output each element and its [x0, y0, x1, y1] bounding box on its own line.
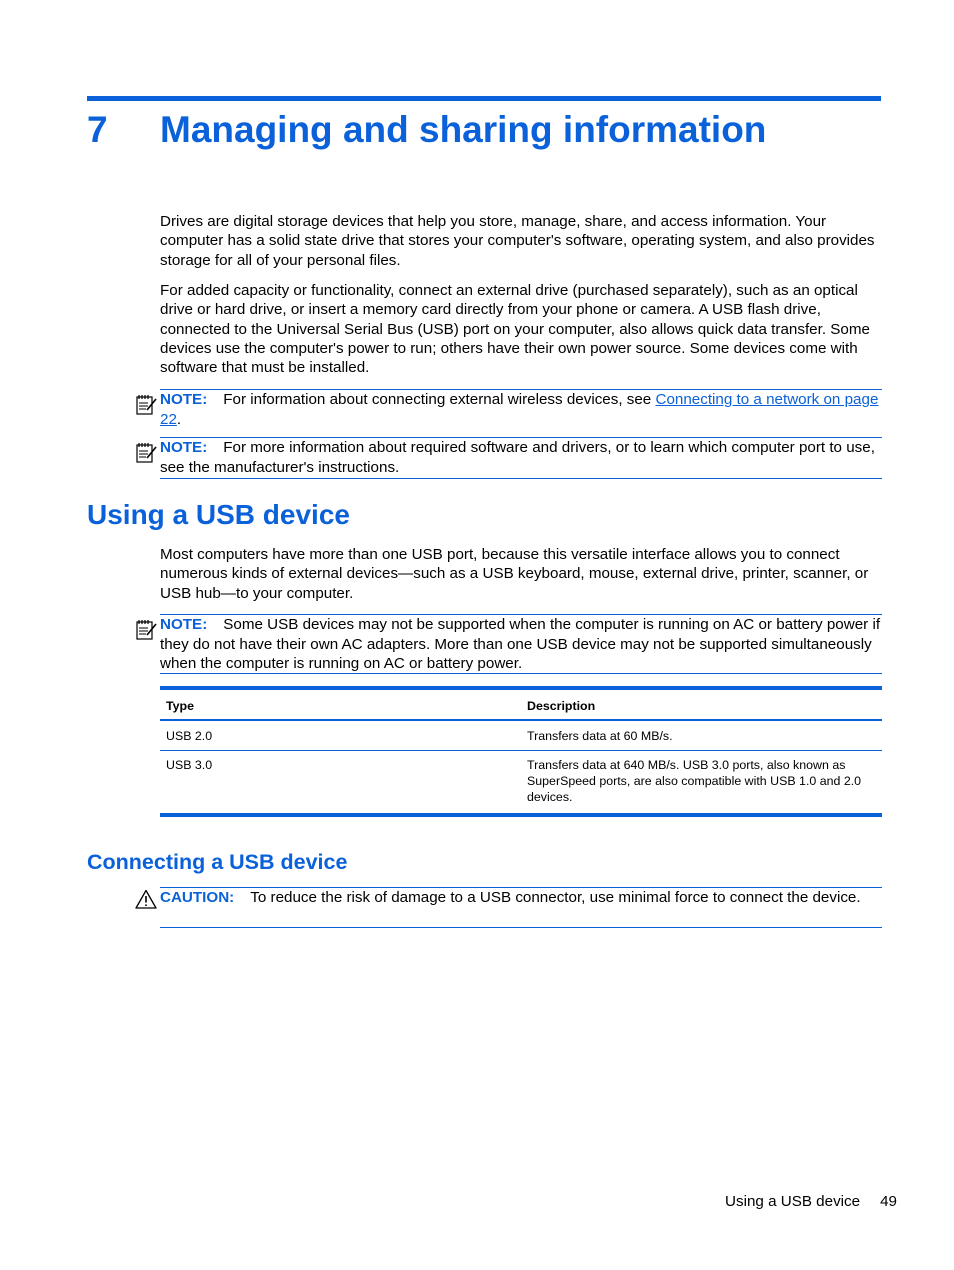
caution-usb-connector — [160, 887, 882, 928]
intro-paragraph-2: For added capacity or functionality, connect an external drive (purchased separately), such as an optical drive or hard drive, or insert a memory card directly from your phone or camera. A USB flash drive, connected to the Universal Serial Bus (USB) port on your computer, also allows quick data transfer. Some devices use the computer's power to run; others have their own power source. Some devices come with software that must be installed. — [160, 282, 870, 377]
note-label: NOTE: — [160, 391, 208, 408]
footer-section-title: Using a USB device — [725, 1193, 861, 1210]
table-cell-type: USB 3.0 — [166, 758, 213, 772]
section-heading-usb: Using a USB device — [87, 499, 350, 530]
note-text: For information about connecting external wireless devices, see — [223, 391, 656, 408]
note-end: . — [176, 410, 182, 428]
usb-types-table — [160, 686, 882, 817]
table-cell-description: Transfers data at 60 MB/s. — [527, 729, 673, 743]
note-label: NOTE: — [160, 439, 208, 456]
chapter-number: 7 — [87, 109, 108, 150]
chapter-heading — [87, 106, 881, 154]
note-pad-icon — [135, 393, 157, 415]
caution-text: To reduce the risk of damage to a USB connector, use minimal force to connect the device. — [250, 889, 861, 906]
page-footer — [600, 1192, 897, 1212]
table-row — [160, 721, 882, 751]
note-text: For more information about required software and drivers, or to learn which computer port to use, see the manufacturer's instructions. — [160, 439, 875, 476]
table-header-description: Description — [527, 699, 596, 713]
table-header-row — [160, 690, 882, 721]
chapter-title: Managing and sharing information — [160, 109, 767, 150]
table-header-type: Type — [166, 699, 194, 713]
network-link[interactable]: Connecting to a network on page 22 — [160, 391, 879, 428]
warning-triangle-icon — [135, 889, 157, 909]
usb-paragraph: Most computers have more than one USB port, because this versatile interface allows you to connect numerous kinds of external devices—such as a USB keyboard, mouse, external drive, printer, scanner, or USB hub—to your computer. — [160, 546, 869, 602]
note-pad-icon — [135, 618, 157, 640]
table-cell-type: USB 2.0 — [166, 729, 213, 743]
note-wireless — [160, 389, 882, 438]
intro-paragraph-1: Drives are digital storage devices that help you store, manage, share, and access information. Your computer has a solid state drive that stores your computer's software, operating system, and also provides storage for all of your personal files. — [160, 213, 875, 269]
section-heading-connect: Connecting a USB device — [87, 850, 348, 874]
caution-label: CAUTION: — [160, 889, 235, 906]
note-label: NOTE: — [160, 616, 208, 633]
note-drivers — [160, 438, 882, 479]
page-number: 49 — [880, 1193, 897, 1210]
note-usb-support — [160, 614, 882, 674]
table-row — [160, 751, 882, 813]
chapter-rule — [87, 96, 881, 101]
table-cell-description: Transfers data at 640 MB/s. USB 3.0 ports, also known as SuperSpeed ports, are also compatible with USB 1.0 and 2.0 devices. — [527, 758, 862, 804]
note-text: Some USB devices may not be supported when the computer is running on AC or battery power if they do not have their own AC adapters. More than one USB device may not be supported simultaneously when the computer is running on AC or battery power. — [160, 616, 881, 672]
note-pad-icon — [135, 441, 157, 463]
